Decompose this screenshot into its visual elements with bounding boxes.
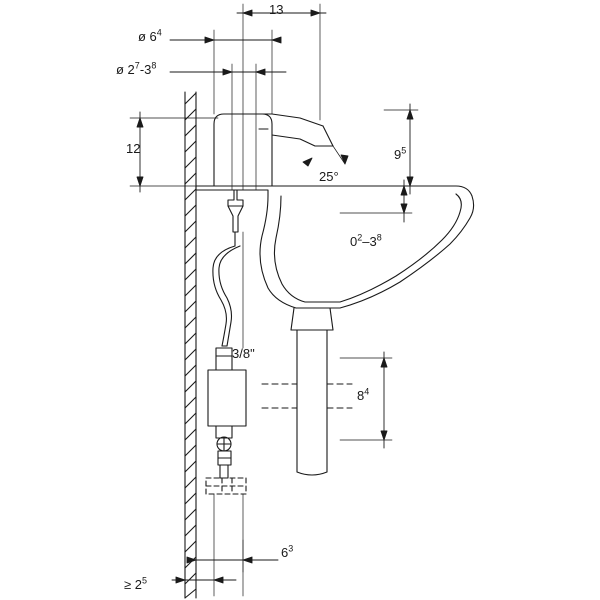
- tap-body: [210, 114, 333, 186]
- extension-lines: [130, 4, 418, 596]
- dimension-label-angle-25: 25°: [319, 169, 339, 184]
- wall-section: [185, 92, 196, 598]
- supply-hose: [213, 190, 243, 346]
- dimension-label-diameter-27-38: ø $2^7-3^8$: [116, 60, 157, 77]
- function-box: [206, 348, 246, 494]
- dimension-label-84: $8^4$: [357, 386, 370, 403]
- dimension-label-thread-38-inch: 3/8": [232, 346, 255, 361]
- dimension-label-13: 13: [269, 2, 284, 17]
- dimension-label-diameter-64: ø $6^4$: [138, 27, 162, 44]
- dimension-label-95: $9^5$: [394, 145, 407, 162]
- dimension-label-12: 12: [126, 141, 141, 156]
- waste-trap: [262, 308, 352, 475]
- dimension-label-63: $6^3$: [281, 543, 294, 560]
- dimension-label-02-38: $0^2-3^8$: [350, 232, 382, 249]
- dimension-label-min-25: ≥ $2^5$: [124, 575, 147, 592]
